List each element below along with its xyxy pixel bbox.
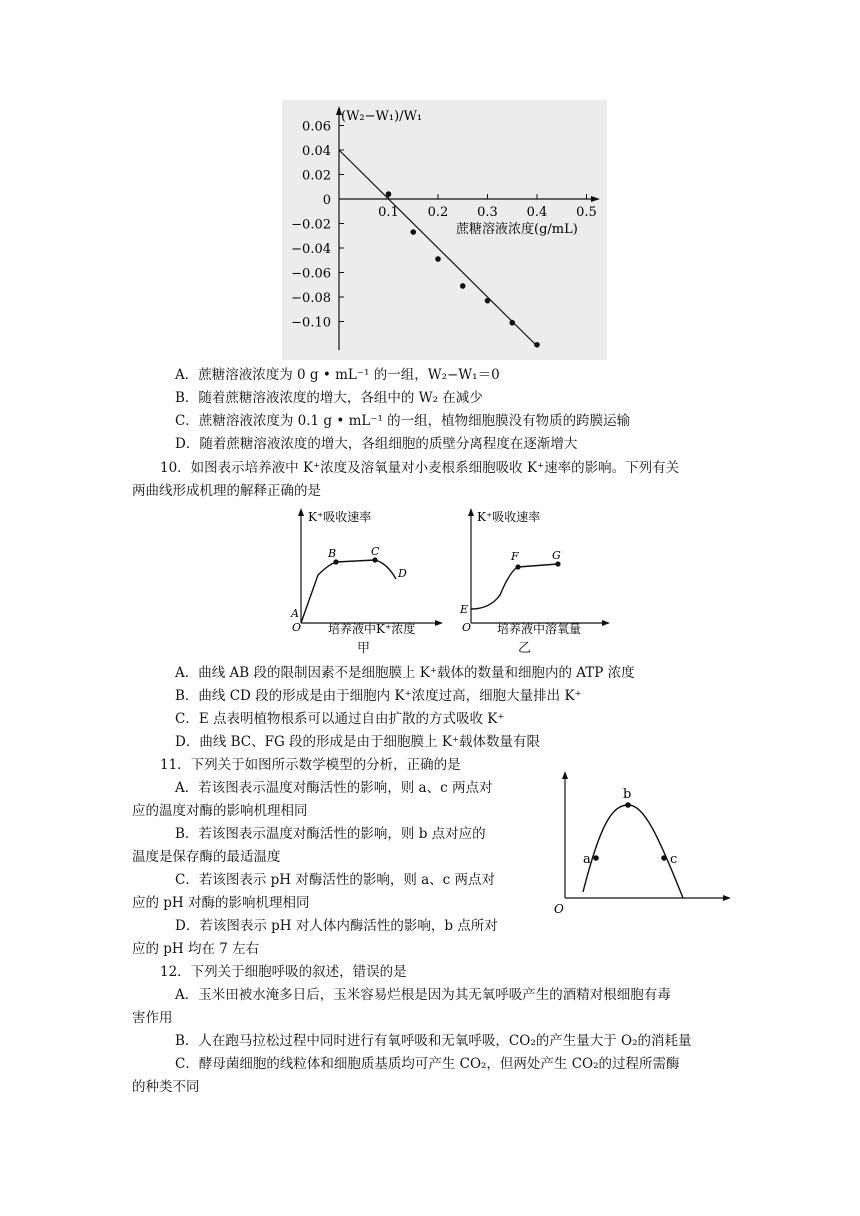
q11-option-a-line1: A．若该图表示温度对酶活性的影响，则 a、c 两点对 <box>175 780 493 796</box>
label-d: D <box>398 567 407 580</box>
y-tick-label: 0.04 <box>302 144 331 159</box>
label-g: G <box>552 549 561 562</box>
origin-label: O <box>292 621 302 634</box>
q9-option-d: D．随着蔗糖溶液浓度的增大，各组细胞的质壁分离程度在逐渐增大 <box>175 436 578 452</box>
label-c: C <box>371 545 380 558</box>
q11-option-a-line2: 应的温度对酶的影响机理相同 <box>132 803 308 819</box>
q11-option-b-line1: B．若该图表示温度对酶活性的影响，则 b 点对应的 <box>175 826 486 842</box>
q9-option-c: C．蔗糖溶液浓度为 0.1 g • mL⁻¹ 的一组，植物细胞膜没有物质的跨膜运输 <box>175 413 631 429</box>
point-f <box>515 564 520 569</box>
scatter-chart <box>282 100 607 360</box>
y-tick-label: −0.10 <box>291 315 331 331</box>
y-tick-label: −0.02 <box>291 217 331 233</box>
q10-option-d: D．曲线 BC、FG 段的形成是由于细胞膜上 K⁺载体数量有限 <box>175 734 541 750</box>
q9-option-a: A．蔗糖溶液浓度为 0 g • mL⁻¹ 的一组，W₂−W₁＝0 <box>175 367 500 383</box>
y-tick-label: −0.08 <box>291 291 331 306</box>
y-tick-label: −0.04 <box>291 242 331 257</box>
origin-label: O <box>462 621 472 634</box>
y-axis-label: (W₂−W₁)/W₁ <box>341 109 423 124</box>
data-point <box>460 283 466 289</box>
x-tick-label: 0.3 <box>477 205 498 220</box>
point-b <box>625 802 631 808</box>
graph-jia <box>280 505 445 645</box>
graph-jia-ylabel: K⁺吸收速率 <box>308 510 372 524</box>
label-f: F <box>511 550 519 563</box>
q12-option-c-line1: C．酵母菌细胞的线粒体和细胞质基质均可产生 CO₂，但两处产生 CO₂的过程所需酶 <box>175 1056 680 1072</box>
graph-yi <box>455 505 615 645</box>
q12-option-a-line1: A．玉米田被水淹多日后，玉米容易烂根是因为其无氧呼吸产生的酒精对根细胞有毒 <box>175 987 671 1003</box>
enzyme-activity-graph <box>550 765 740 920</box>
q11-option-b-line2: 温度是保存酶的最适温度 <box>132 849 281 865</box>
point-b <box>333 559 338 564</box>
point-c <box>661 855 667 861</box>
y-tick-label: 0.02 <box>302 168 331 184</box>
point-c <box>372 557 377 562</box>
x-tick-label: 0.1 <box>378 205 399 220</box>
q11-option-c-line1: C．若该图表示 pH 对酶活性的影响，则 a、c 两点对 <box>175 872 496 888</box>
bell-curve <box>583 805 683 898</box>
graph-yi-xlabel: 培养液中溶氧量 <box>497 622 582 636</box>
q12-option-c-line2: 的种类不同 <box>132 1079 200 1095</box>
q12-stem: 12．下列关于细胞呼吸的叙述，错误的是 <box>160 964 407 980</box>
label-b: B <box>328 547 337 560</box>
y-tick-label: −0.06 <box>291 266 331 282</box>
origin-label: O <box>554 902 564 916</box>
label-a: A <box>291 607 299 620</box>
data-point <box>509 320 515 326</box>
data-point <box>410 229 416 235</box>
curve-jia <box>301 560 396 623</box>
curve-yi <box>471 564 558 609</box>
data-point <box>534 342 540 348</box>
q12-option-a-line2: 害作用 <box>132 1010 173 1026</box>
label-b: b <box>623 787 632 802</box>
y-tick-label: 0.06 <box>302 119 331 135</box>
q10-option-c: C．E 点表明植物根系可以通过自由扩散的方式吸收 K⁺ <box>175 711 505 727</box>
q10-stem-line1: 10．如图表示培养液中 K⁺浓度及溶氧量对小麦根系细胞吸收 K⁺速率的影响。下列有关 <box>160 460 680 476</box>
graph-yi-ylabel: K⁺吸收速率 <box>477 510 541 524</box>
q10-stem-line2: 两曲线形成机理的解释正确的是 <box>132 483 321 499</box>
data-point <box>386 191 392 197</box>
q11-option-d-line2: 应的 pH 均在 7 左右 <box>132 941 260 957</box>
x-tick-label: 0.2 <box>427 205 449 220</box>
q10-option-a: A．曲线 AB 段的限制因素不是细胞膜上 K⁺载体的数量和细胞内的 ATP 浓度 <box>175 665 635 681</box>
q11-option-c-line2: 应的 pH 对酶的影响机理相同 <box>132 895 310 911</box>
label-a: a <box>583 852 591 867</box>
graph-jia-xlabel: 培养液中K⁺浓度 <box>328 622 416 636</box>
x-tick-label: 0.4 <box>526 205 548 220</box>
q12-option-b: B．人在跑马拉松过程中同时进行有氧呼吸和无氧呼吸，CO₂的产生量大于 O₂的消耗量 <box>175 1033 692 1049</box>
x-axis-label: 蔗糖溶液浓度(g/mL) <box>456 222 578 237</box>
y-tick-label: 0 <box>322 193 331 208</box>
graph-yi-caption: 乙 <box>518 641 532 656</box>
graph-jia-caption: 甲 <box>357 641 371 656</box>
q9-option-b: B．随着蔗糖溶液浓度的增大，各组中的 W₂ 在减少 <box>175 390 483 406</box>
label-c: c <box>670 852 678 867</box>
q11-stem: 11．下列关于如图所示数学模型的分析，正确的是 <box>160 757 461 773</box>
point-g <box>555 561 560 566</box>
data-point <box>435 256 441 262</box>
point-a <box>593 855 599 861</box>
label-e: E <box>460 603 469 616</box>
q10-option-b: B．曲线 CD 段的形成是由于细胞内 K⁺浓度过高，细胞大量排出 K⁺ <box>175 688 582 704</box>
q11-option-d-line1: D．若该图表示 pH 对人体内酶活性的影响，b 点所对 <box>175 918 498 934</box>
data-point <box>485 298 491 304</box>
x-tick-label: 0.5 <box>576 205 597 220</box>
